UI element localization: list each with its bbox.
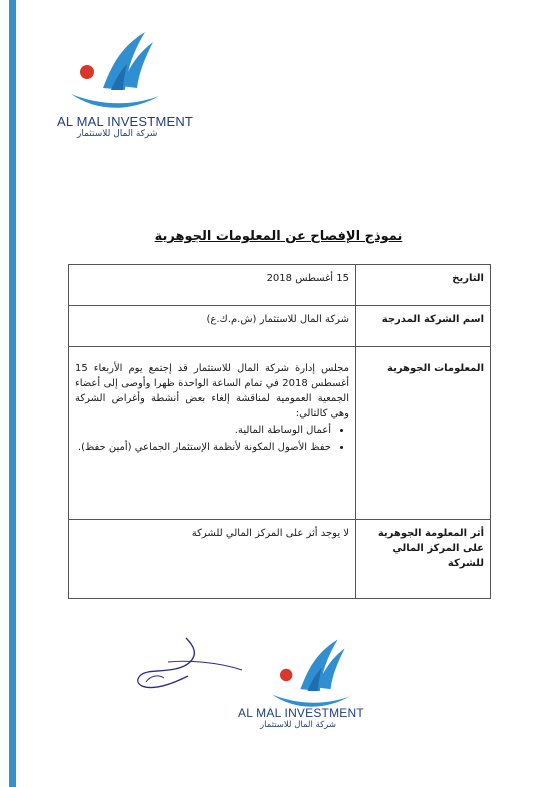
table-row-company: [69, 306, 491, 347]
company-label: اسم الشركة المدرجة: [356, 306, 491, 347]
activities-list: [75, 423, 349, 455]
impact-value: لا يوجد أثر على المركز المالي للشركة: [69, 520, 356, 599]
signature: [128, 632, 248, 694]
table-row-material-info: [69, 347, 491, 520]
company-value: شركة المال للاستثمار (ش.م.ك.ع): [69, 306, 356, 347]
disclosure-table: [68, 264, 491, 599]
date-label: التاريخ: [356, 265, 491, 306]
logo-mark-icon: [268, 636, 354, 714]
date-value: 15 أغسطس 2018: [69, 265, 356, 306]
left-margin-bar: [9, 0, 16, 787]
table-row-date: [69, 265, 491, 306]
logo-text-en: AL MAL INVESTMENT: [57, 114, 194, 129]
company-stamp-logo: [238, 636, 368, 756]
logo-text-ar: شركة المال للاستثمار: [77, 129, 158, 139]
company-logo: [57, 28, 194, 143]
list-item: • حفظ الأصول المكونة لأنظمة الإستثمار الجماعي (أمين حفظ).: [75, 440, 331, 455]
material-info-cell: [69, 347, 356, 520]
logo-mark-icon: [67, 28, 163, 116]
material-info-text: مجلس إدارة شركة المال للاستثمار قد إجتمع يوم الأربعاء 15 أغسطس 2018 في تمام الساعة الواحدة ظهرا وأوصى إلى أعضاء الجمعية العمومية لمناقشة إلغاء بعض أنشطة وأغراض الشركة وهي كالتالي:: [75, 363, 349, 419]
impact-label: أثر المعلومة الجوهرية على المركز المالي للشركة: [356, 520, 491, 599]
list-item: • أعمال الوساطة المالية.: [75, 423, 331, 438]
material-info-label: المعلومات الجوهرية: [356, 347, 491, 520]
logo-text-ar: شركة المال للاستثمار: [260, 720, 336, 730]
document-title: نموذج الإفصاح عن المعلومات الجوهرية: [154, 229, 403, 244]
logo-text-en: AL MAL INVESTMENT: [238, 706, 364, 720]
table-row-impact: [69, 520, 491, 599]
